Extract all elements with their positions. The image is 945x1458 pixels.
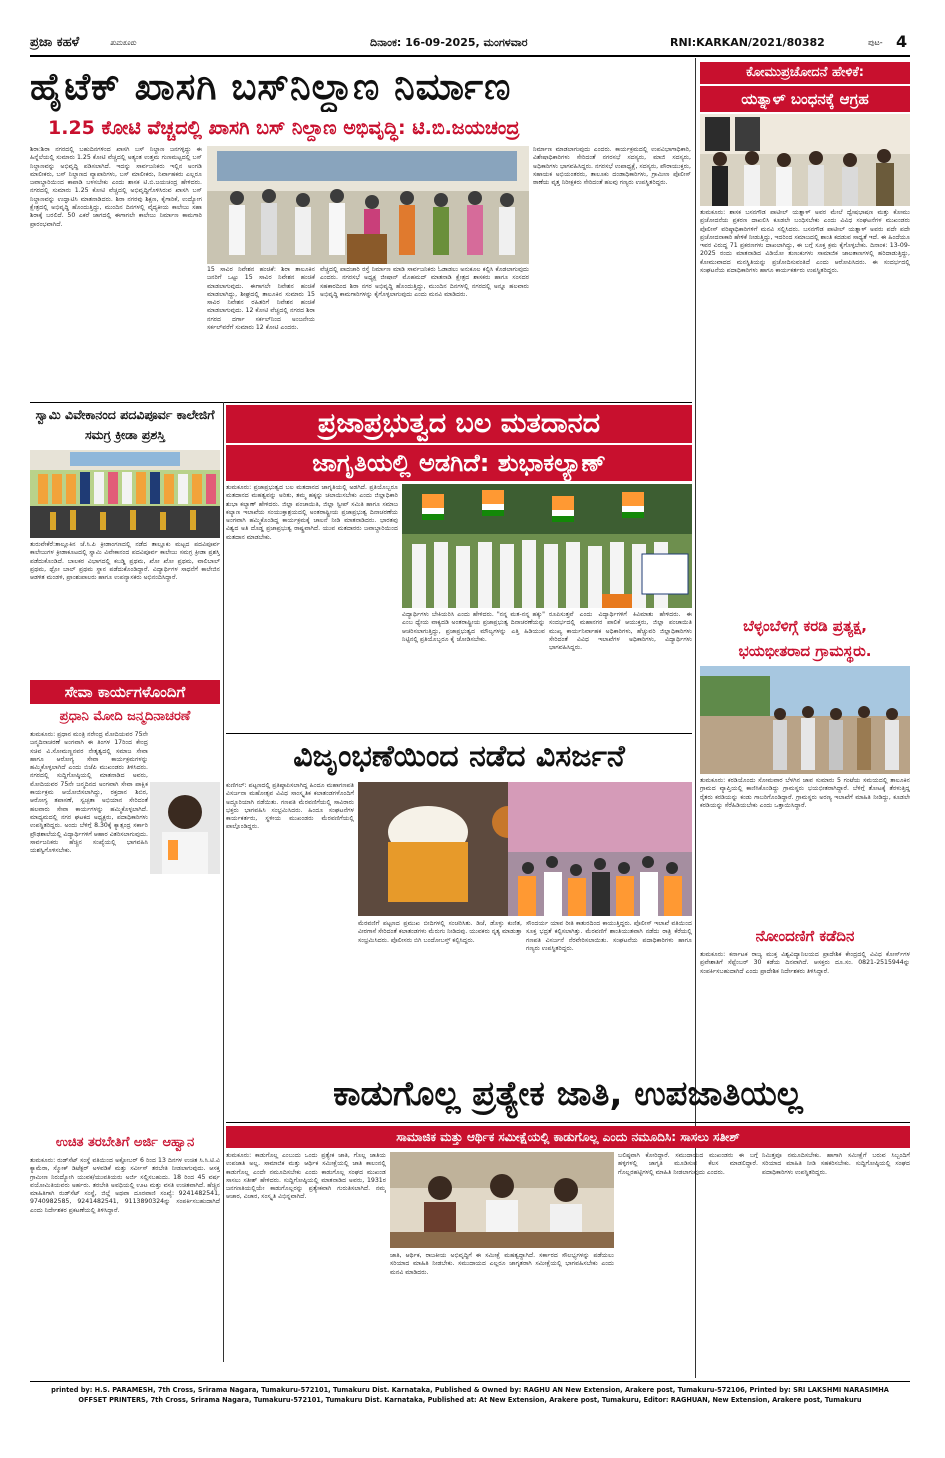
- story4-headline-line2: ಜಾಗೃತಿಯಲ್ಲಿ ಅಡಗಿದೆ: ಶುಭಾಕಲ್ಯಾಣ್: [226, 445, 692, 481]
- paper-city: ತುಮಕೂರು: [110, 39, 137, 47]
- story8-headline-line2: ಭಯಭೀತರಾದ ಗ್ರಾಮಸ್ಥರು.: [738, 642, 872, 660]
- story10-subhead: ಸಾಮಾಜಿಕ ಮತ್ತು ಆರ್ಥಿಕ ಸಮೀಕ್ಷೆಯಲ್ಲಿ ಕಾಡುಗೊಲ್ಲ ಎಂದು ನಮೂದಿಸಿ: ಸಾಸಲು ಸತೀಶ್: [226, 1126, 910, 1148]
- rule-story1: [30, 402, 692, 403]
- story5-photo: [150, 782, 220, 874]
- story2-photo: [700, 114, 910, 206]
- story2-kicker: ಕೋಮುಪ್ರಚೋದನೆ ಹೇಳಿಕೆ:: [700, 62, 910, 84]
- story7-headline: ವಿಜೃಂಭಣೆಯಿಂದ ನಡೆದ ವಿಸರ್ಜನೆ: [293, 739, 625, 774]
- story4-photo: [402, 484, 692, 608]
- masthead: [30, 34, 910, 52]
- story10-col1: ತುಮಕೂರು: ಕಾಡುಗೊಲ್ಲ ಎಂಬುದು ಒಂದು ಪ್ರತ್ಯೇಕ ಜಾತಿ, ಗೊಲ್ಲ ಜಾತಿಯ ಉಪಜಾತಿ ಅಲ್ಲ. ಸಾಮಾಜಿಕ ಮತ್ತು ಆರ್ಥಿಕ ಸಮೀಕ್ಷೆಯಲ್ಲಿ ಜಾತಿ ಕಾಲಂನಲ್ಲಿ ಕಾಡುಗೊಲ್ಲ ಎಂದೇ ನಮೂದಿಸಬೇಕು ಎಂದು ಕಾಡುಗೊಲ್ಲ ಸಂಘದ ಮುಖಂಡ ಸಾಸಲು ಸತೀಶ್ ಹೇಳಿದರು. ಸುದ್ದಿಗೋಷ್ಠಿಯಲ್ಲಿ ಮಾತನಾಡಿದ ಅವರು, 1931ರ ಜನಗಣತಿಯಲ್ಲಿಯೇ ಕಾಡುಗೊಲ್ಲರನ್ನು ಪ್ರತ್ಯೇಕವಾಗಿ ಗುರುತಿಸಲಾಗಿದೆ. ನಮ್ಮ ಆಚಾರ, ವಿಚಾರ, ಸಂಸ್ಕೃತಿ ವಿಭಿನ್ನವಾಗಿದೆ.: [226, 1152, 386, 1201]
- story6-body: ತುಮಕೂರು: ರುಡ್‌ಸೆಟ್ ಸಂಸ್ಥೆ ವತಿಯಿಂದ ಅಕ್ಟೋಬರ್ 6 ರಿಂದ 13 ದಿನಗಳ ಉಚಿತ ಸಿ.ಸಿ.ಟಿ.ವಿ ಕ್ಯಾಮೆರಾ, ಸ್ಮೋಕ್ ಡಿಟೆಕ್ಟರ್ ಅಳವಡಿಕೆ ಮತ್ತು ಸರ್ವೀಸ್ ತರಬೇತಿ ನೀಡಲಾಗುವುದು. ಆಸಕ್ತ ಗ್ರಾಮೀಣ ನಿರುದ್ಯೋಗಿ ಯುವಕ/ಯುವತಿಯರು ಅರ್ಜಿ ಸಲ್ಲಿಸಬಹುದು. 18 ರಿಂದ 45 ವರ್ಷ ವಯೋಮಿತಿಯವರು ಅರ್ಹರು. ತರಬೇತಿ ಅವಧಿಯಲ್ಲಿ ಊಟ ಮತ್ತು ವಸತಿ ಉಚಿತವಾಗಿದೆ. ಹೆಚ್ಚಿನ ಮಾಹಿತಿಗಾಗಿ ರುಡ್‌ಸೆಟ್ ಸಂಸ್ಥೆ, ಜಿಲ್ಲೆ ಅಥವಾ ದೂರವಾಣಿ ಸಂಖ್ಯೆ: 9241482541, 9740982585, 9241482541, 9113890324ನ್ನು ಸಂಪರ್ಕಿಸಬಹುದಾಗಿದೆ ಎಂದು ನಿರ್ದೇಶಕರ ಪ್ರಕಟಣೆಯಲ್ಲಿ ತಿಳಿಸಿದ್ದಾರೆ.: [30, 1157, 220, 1214]
- story9-body: ತುಮಕೂರು: ಕರ್ನಾಟಕ ರಾಜ್ಯ ಮುಕ್ತ ವಿಶ್ವವಿದ್ಯಾನಿಲಯದ ಪ್ರಾದೇಶಿಕ ಕೇಂದ್ರದಲ್ಲಿ ವಿವಿಧ ಕೋರ್ಸ್‌ಗಳ ಪ್ರವೇಶಾತಿಗೆ ಸೆಪ್ಟೆಂಬರ್ 30 ಕಡೆಯ ದಿನವಾಗಿದೆ. ಆಸಕ್ತರು ದೂ.ಸಂ. 0821-2515944ನ್ನು ಸಂಪರ್ಕಿಸಬಹುದಾಗಿದೆ ಎಂದು ಪ್ರಾದೇಶಿಕ ನಿರ್ದೇಶಕರು ತಿಳಿಸಿದ್ದಾರೆ.: [700, 951, 910, 975]
- story1-col4: ನಿರ್ಮಾಣ ಮಾಡಲಾಗುವುದು ಎಂದರು. ಕಾರ್ಯಕ್ರಮದಲ್ಲಿ ಉಪವಿಭಾಗಾಧಿಕಾರಿ, ವಿಶೇಷಾಧಿಕಾರಿಗಳು ಸೇರಿದಂತೆ ನಗರಸಭೆ ಸದಸ್ಯರು, ಮಾಜಿ ಸದಸ್ಯರು, ಅಧಿಕಾರಿಗಳು ಭಾಗವಹಿಸಿದ್ದರು. ನಗರಸಭೆ ಉಪಾಧ್ಯಕ್ಷೆ, ಸದಸ್ಯರು, ಪೌರಾಯುಕ್ತರು, ಸಹಾಯಕ ಅಭಿಯಂತರರು, ತಾಲೂಕು ದಂಡಾಧಿಕಾರಿಗಳು, ಗ್ರಾಮೀಣ ಪೊಲೀಸ್ ಠಾಣೆಯ ವೃತ್ತ ನಿರೀಕ್ಷಕರು ಸೇರಿದಂತೆ ಹಲವು ಗಣ್ಯರು ಉಪಸ್ಥಿತರಿದ್ದರು.: [533, 146, 691, 187]
- story4-headline-line1: ಪ್ರಜಾಪ್ರಭುತ್ವದ ಬಲ ಮತದಾನದ: [226, 405, 692, 443]
- story10-col4: ನಿಮಿತ್ತವೂ ನಮೂದಿಸಬೇಕು. ಹಾಗಾಗಿ ಸಮೀಕ್ಷೆಗೆ ಬರುವ ಸಿಬ್ಬಂದಿಗೆ ಸರಿಯಾದ ಮಾಹಿತಿ ನೀಡಿ ಸಹಕರಿಸಬೇಕು. ಸುದ್ದಿಗೋಷ್ಠಿಯಲ್ಲಿ ಸಂಘದ ಪದಾಧಿಕಾರಿಗಳು ಉಪಸ್ಥಿತರಿದ್ದರು.: [762, 1152, 910, 1176]
- story1-headline: ಹೈಟೆಕ್ ಖಾಸಗಿ ಬಸ್‌ನಿಲ್ದಾಣ ನಿರ್ಮಾಣ: [30, 65, 512, 108]
- rule-story4: [226, 733, 692, 734]
- story10-col3: ಬಲಿಷ್ಠವಾಗಿ ಕೋರಿದ್ದಾರೆ. ಸಮುದಾಯದ ಮುಖಂಡರು ಈ ಬಗ್ಗೆ ಹಳ್ಳಿಗಳಲ್ಲಿ ಜಾಗೃತಿ ಮೂಡಿಸುವ ಕೆಲಸ ಮಾಡಲಿದ್ದಾರೆ. ಗೊಲ್ಲರಹಟ್ಟಿಗಳಲ್ಲಿ ಮಾಹಿತಿ ನೀಡಲಾಗುವುದು ಎಂದರು.: [618, 1152, 758, 1176]
- story10-col2: ಜಾತಿ, ಆರ್ಥಿಕ, ರಾಜಕೀಯ ಅಭಿವೃದ್ಧಿಗೆ ಈ ಸಮೀಕ್ಷೆ ಮಹತ್ವದ್ದಾಗಿದೆ. ಸರ್ಕಾರದ ಸೌಲಭ್ಯಗಳನ್ನು ಪಡೆಯಲು ಸರಿಯಾದ ಮಾಹಿತಿ ನೀಡಬೇಕು. ಸಮುದಾಯದ ಎಲ್ಲರೂ ಜಾಗೃತರಾಗಿ ಸಮೀಕ್ಷೆಯಲ್ಲಿ ಭಾಗವಹಿಸಬೇಕು ಎಂದು ಮನವಿ ಮಾಡಿದರು.: [390, 1252, 614, 1276]
- story3-headline: ಸ್ವಾಮಿ ವಿವೇಕಾನಂದ ಪದವಿಪೂರ್ವ ಕಾಲೇಜಿಗೆ ಸಮಗ್ರ ಕ್ರೀಡಾ ಪ್ರಶಸ್ತಿ: [35, 407, 215, 442]
- left-column-rule: [223, 402, 224, 1362]
- story5-headline-line1: ಸೇವಾ ಕಾರ್ಯಗಳೊಂದಿಗೆ: [30, 680, 220, 704]
- story4-col3: ರೂಪಿಸುತ್ತವೆ ಎಂದು ವಿದ್ಯಾರ್ಥಿಗಳಿಗೆ ಕಿವಿಮಾತು ಹೇಳಿದರು. ಈ ಸಂದರ್ಭದಲ್ಲಿ ಮಹಾನಗರ ಪಾಲಿಕೆ ಆಯುಕ್ತರು, ಜಿಲ್ಲಾ ಪಂಚಾಯಿತಿ ಮುಖ್ಯ ಕಾರ್ಯನಿರ್ವಾಹಕ ಅಧಿಕಾರಿಗಳು, ಹೆಚ್ಚುವರಿ ಜಿಲ್ಲಾಧಿಕಾರಿಗಳು ಸೇರಿದಂತೆ ವಿವಿಧ ಇಲಾಖೆಗಳ ಅಧಿಕಾರಿಗಳು, ವಿದ್ಯಾರ್ಥಿಗಳು ಭಾಗವಹಿಸಿದ್ದರು.: [549, 611, 692, 652]
- story7-col2: ಮೆರವಣಿಗೆ ಪಟ್ಟಣದ ಪ್ರಮುಖ ಬೀದಿಗಳಲ್ಲಿ ಸಂಚರಿಸಿತು. ಡಿಜೆ, ಡೊಳ್ಳು ಕುಣಿತ, ವೀರಗಾಸೆ ಸೇರಿದಂತೆ ಕಲಾತಂಡಗಳು ಮೆರುಗು ನೀಡಿದವು. ಯುವಕರು ನೃತ್ಯ ಮಾಡುತ್ತಾ ಸಂಭ್ರಮಿಸಿದರು. ಪೊಲೀಸರು ಬಿಗಿ ಬಂದೋಬಸ್ತ್ ಕಲ್ಪಿಸಿದ್ದರು.: [358, 920, 522, 944]
- paper-name: ಪ್ರಜಾ ಕಹಳೆ: [30, 35, 80, 50]
- story2-headline: ಯತ್ನಾಳ್ ಬಂಧನಕ್ಕೆ ಆಗ್ರಹ: [700, 86, 910, 112]
- story1-col3: ವೆಚ್ಚದಲ್ಲಿ ಪಾದಚಾರಿ ರಸ್ತೆ ನಿರ್ಮಾಣ ಮಾಡಿ ಸಾರ್ವಜನಿಕರು ಓಡಾಡಲು ಅನುಕೂಲ ಕಲ್ಪಿಸಿ ಕೊಡಲಾಗುವುದು ಎಂದರು. ನಗರಸಭೆ ಅಧ್ಯಕ್ಷ ಜೀಷಾನ್ ಮೊಹಮದ್ ಮಾತನಾಡಿ ಕ್ಷೇತ್ರದ ಶಾಸಕರು ಹಾಗೂ ಸಂಸದರ ಸಹಕಾರದಿಂದ ಶಿರಾ ನಗರ ಅಭಿವೃದ್ಧಿ ಹೊಂದುತ್ತಿದ್ದು, ಮುಂದಿನ ದಿನಗಳಲ್ಲಿ ನಗರದಲ್ಲಿ ಅನ್ನೂ ಹಲವಾರು ಅಭಿವೃದ್ಧಿ ಕಾಮಗಾರಿಗಳನ್ನು ಕೈಗೊಳ್ಳಲಾಗುವುದು ಎಂದು ಮನವಿ ಮಾಡಿದರು.: [320, 266, 529, 298]
- page-label: ಪುಟ-: [868, 38, 883, 47]
- story1-col2: 15 ಸಾವಿರ ನಿವೇಶನ ಹಂಚಿಕೆ: ಶಿರಾ ತಾಲೂಕಿನ ಜನರಿಗೆ ಒಟ್ಟು 15 ಸಾವಿರ ನಿವೇಶನ ಹಂಚಿಕೆ ಮಾಡಲಾಗುವುದು. ಈಗಾಗಲೇ ನಿವೇಶನ ಹಂಚಿಕೆ ಮಾಡಲಾಗಿದ್ದು, ಶೀಘ್ರದಲ್ಲಿ ತಾಲೂಕಿನ ಸುಮಾರು 15 ಸಾವಿರ ನಿವೇಶನ ರಹಿತರಿಗೆ ನಿವೇಶನ ಹಂಚಿಕೆ ಮಾಡಲಾಗುವುದು. 12 ಕೋಟಿ ವೆಚ್ಚದಲ್ಲಿ ನಗರದ ಶಿರಾ ನಗರದ ದರ್ಗಾ ಸರ್ಕಲ್‌ನಿಂದ ಅಂಜನೇಯ ಸರ್ಕಲ್‌ವರೆಗೆ ಸುಮಾರು 12 ಕೋಟಿ ಎಂದರು.: [207, 266, 315, 332]
- footer-imprint-line2: OFFSET PRINTERS, 7th Cross, Srirama Nagara, Tumakuru-572101, Tumakuru Dist. Karnataka, Published at: At New Extension, Arakere post, Tumakuru, Editor: RAGHUAN, New Extension, Arakere post, Tumakuru: [78, 1396, 862, 1404]
- story8-headline-line1: ಬೆಳ್ಳಂಬೆಳಿಗ್ಗೆ ಕರಡಿ ಪ್ರತ್ಯಕ್ಷ,: [743, 617, 867, 635]
- story5-body: ತುಮಕೂರು: ಪ್ರಧಾನ ಮಂತ್ರಿ ನರೇಂದ್ರ ಮೋದಿಯವರ 75ನೇ ಜನ್ಮದಿನಾಚರಣೆ ಅಂಗವಾಗಿ ಈ ತಿಂಗಳ 17ರಿಂದ ಕೇಂದ್ರ ಸಚಿವ ವಿ.ಸೋಮಣ್ಣನವರ ನೇತೃತ್ವದಲ್ಲಿ ಸಮಾಜ ಸೇವಾ ಹಾಗೂ ಆರೋಗ್ಯ ಸೇವಾ ಕಾರ್ಯಕ್ರಮಗಳನ್ನು ಹಮ್ಮಿಕೊಳ್ಳಲಾಗಿದೆ ಎಂದು ಬಿಜೆಪಿ ಮುಖಂಡರು ತಿಳಿಸಿದರು. ನಗರದಲ್ಲಿ ಸುದ್ದಿಗೋಷ್ಠಿಯಲ್ಲಿ ಮಾತನಾಡಿದ ಅವರು, ಮೋದಿಯವರ 75ನೇ ಜನ್ಮದಿನದ ಅಂಗವಾಗಿ ಸೇವಾ ಪಾಕ್ಷಿಕ ಕಾರ್ಯಕ್ರಮ ಆಯೋಜಿಸಲಾಗಿದ್ದು, ರಕ್ತದಾನ ಶಿಬಿರ, ಆರೋಗ್ಯ ತಪಾಸಣೆ, ಸ್ವಚ್ಛತಾ ಅಭಿಯಾನ ಸೇರಿದಂತೆ ಹಲವಾರು ಸೇವಾ ಕಾರ್ಯಗಳನ್ನು ಹಮ್ಮಿಕೊಳ್ಳಲಾಗಿದೆ. ಮಾಧ್ಯಮದಲ್ಲಿ ನಗರ ಘಟಕದ ಅಧ್ಯಕ್ಷರು, ಪದಾಧಿಕಾರಿಗಳು ಉಪಸ್ಥಿತರಿದ್ದರು. ಅಂದು ಬೆಳಿಗ್ಗೆ 8.30ಕ್ಕೆ ಕ್ಯಾತ್ಸಂದ್ರ ಸರ್ಕಾರಿ ಪ್ರೌಢಶಾಲೆಯಲ್ಲಿ ವಿದ್ಯಾರ್ಥಿಗಳಿಗೆ ಆಹಾರ ವಿತರಿಸಲಾಗುವುದು. ಸಾರ್ವಜನಿಕರು ಹೆಚ್ಚಿನ ಸಂಖ್ಯೆಯಲ್ಲಿ ಭಾಗವಹಿಸಿ ಯಶಸ್ವಿಗೊಳಿಸಬೇಕು.: [30, 731, 148, 855]
- rule-story7: [226, 1122, 910, 1123]
- issue-date: ದಿನಾಂಕ: 16-09-2025, ಮಂಗಳವಾರ: [370, 36, 528, 49]
- story1-subhead: 1.25 ಕೋಟಿ ವೆಚ್ಚದಲ್ಲಿ ಖಾಸಗಿ ಬಸ್ ನಿಲ್ದಾಣ ಅಭಿವೃದ್ಧಿ: ಟಿ.ಬಿ.ಜಯಚಂದ್ರ: [48, 117, 520, 139]
- story7-col1: ಕುಣಿಗಲ್: ಪಟ್ಟಣದಲ್ಲಿ ಪ್ರತಿಷ್ಠಾಪಿಸಲಾಗಿದ್ದ ಹಿಂದೂ ಮಹಾಗಣಪತಿ ವಿಸರ್ಜನಾ ಮಹೋತ್ಸವ ವಿವಿಧ ಸಾಂಸ್ಕೃತಿಕ ಕಲಾತಂಡಗಳೊಂದಿಗೆ ಅದ್ದೂರಿಯಾಗಿ ನಡೆಯಿತು. ಗಣಪತಿ ಮೆರವಣಿಗೆಯಲ್ಲಿ ಸಾವಿರಾರು ಭಕ್ತರು ಭಾಗವಹಿಸಿ ಸಂಭ್ರಮಿಸಿದರು. ಹಿಂದೂ ಸಂಘಟನೆಗಳ ಕಾರ್ಯಕರ್ತರು, ಸ್ಥಳೀಯ ಮುಖಂಡರು ಮೆರವಣಿಗೆಯಲ್ಲಿ ಪಾಲ್ಗೊಂಡಿದ್ದರು.: [226, 782, 354, 831]
- story2-body: ತುಮಕೂರು: ಶಾಸಕ ಬಸನಗೌಡ ಪಾಟೀಲ್ ಯತ್ನಾಳ್ ಅವರ ಮೇಲೆ ದ್ವೇಷಭಾಷಣ ಮತ್ತು ಕೋಮು ಪ್ರಚೋದನೆಯ ಪ್ರಕರಣ ದಾಖಲಿಸಿ ಕೂಡಲೇ ಬಂಧಿಸಬೇಕು ಎಂದು ವಿವಿಧ ಸಂಘಟನೆಗಳ ಮುಖಂಡರು ಪೊಲೀಸ್ ವರಿಷ್ಠಾಧಿಕಾರಿಗಳಿಗೆ ಮನವಿ ಸಲ್ಲಿಸಿದರು. ಬಸನಗೌಡ ಪಾಟೀಲ್ ಯತ್ನಾಳ್ ಅವರು ಪದೇ ಪದೇ ಪ್ರಚೋದನಾಕಾರಿ ಹೇಳಿಕೆ ನೀಡುತ್ತಿದ್ದು, ಇದರಿಂದ ಸಮಾಜದಲ್ಲಿ ಶಾಂತಿ ಕದಡುವ ಸಾಧ್ಯತೆ ಇದೆ. ಈ ಹಿಂದೆಯೂ ಇವರ ವಿರುದ್ಧ 71 ಪ್ರಕರಣಗಳು ದಾಖಲಾಗಿದ್ದು, ಈ ಬಗ್ಗೆ ಸೂಕ್ತ ಕ್ರಮ ಕೈಗೊಳ್ಳಬೇಕು. ದಿನಾಂಕ: 13-09-2025 ರಂದು ಮಾತನಾಡಿದ ವಿಡಿಯೋ ತುಣುಕುಗಳು ಸಾಮಾಜಿಕ ಜಾಲತಾಣಗಳಲ್ಲಿ ಹರಿದಾಡುತ್ತಿದ್ದು, ಕೋಮುವಾದದ ಮನಸ್ಥಿತಿಯನ್ನು ಪ್ರಚೋದಿಸುವಂತಿದೆ ಎಂದು ಆರೋಪಿಸಿದರು. ಈ ಸಂದರ್ಭದಲ್ಲಿ ಸಂಘಟನೆಯ ಪದಾಧಿಕಾರಿಗಳು ಹಾಗೂ ಕಾರ್ಯಕರ್ತರು ಉಪಸ್ಥಿತರಿದ್ದರು.: [700, 209, 910, 275]
- masthead-rule: [30, 55, 910, 57]
- story1-photo: [207, 146, 529, 264]
- story4-col1: ತುಮಕೂರು: ಪ್ರಜಾಪ್ರಭುತ್ವದ ಬಲ ಮತದಾನದ ಜಾಗೃತಿಯಲ್ಲಿ ಅಡಗಿದೆ. ಪ್ರತಿಯೊಬ್ಬರೂ ಮತದಾನದ ಮಹತ್ವವನ್ನು ಅರಿತು, ತಮ್ಮ ಹಕ್ಕನ್ನು ಚಲಾಯಿಸಬೇಕು ಎಂದು ಜಿಲ್ಲಾಧಿಕಾರಿ ಶುಭಾ ಕಲ್ಯಾಣ್ ಹೇಳಿದರು. ಜಿಲ್ಲಾ ಪಂಚಾಯಿತಿ, ಜಿಲ್ಲಾ ಸ್ವೀಪ್ ಸಮಿತಿ ಹಾಗೂ ಸಮಾಜ ಕಲ್ಯಾಣ ಇಲಾಖೆಯ ಸಂಯುಕ್ತಾಶ್ರಯದಲ್ಲಿ ಅಂತರಾಷ್ಟ್ರೀಯ ಪ್ರಜಾಪ್ರಭುತ್ವ ದಿನಾಚರಣೆಯ ಅಂಗವಾಗಿ ಹಮ್ಮಿಕೊಂಡಿದ್ದ ಕಾರ್ಯಕ್ರಮಕ್ಕೆ ಚಾಲನೆ ನೀಡಿ ಮಾತನಾಡಿದರು. ಭಾರತವು ವಿಶ್ವದ ಅತಿ ದೊಡ್ಡ ಪ್ರಜಾಪ್ರಭುತ್ವ ರಾಷ್ಟ್ರವಾಗಿದೆ. ಯುವ ಮತದಾರರು ಜವಾಬ್ದಾರಿಯಿಂದ ಮತದಾನ ಮಾಡಬೇಕು.: [226, 484, 398, 541]
- footer-rule: [30, 1381, 910, 1382]
- story6-headline: ಉಚಿತ ತರಬೇತಿಗೆ ಅರ್ಜಿ ಆಹ್ವಾನ: [55, 1135, 195, 1150]
- page-number: 4: [896, 32, 908, 51]
- story8-photo: [700, 666, 910, 774]
- footer-imprint-line1: printed by: H.S. PARAMESH, 7th Cross, Srirama Nagara, Tumakuru-572101, Tumakuru Dist. Karnataka, Published & Owned by: RAGHU AN New Extension, Arakere post, Tumakuru-572106, Printed by: SRI LAKSHMI NARASIMHA: [51, 1386, 889, 1394]
- story7-col3: ಸೌಂದರ್ಯ ಯಾವ ರೀತಿ ಕಾತುರದಿಂದ ಕಾಯುತ್ತಿದ್ದರು. ಪೊಲೀಸ್ ಇಲಾಖೆ ವತಿಯಿಂದ ಸೂಕ್ತ ಭದ್ರತೆ ಕಲ್ಪಿಸಲಾಗಿತ್ತು. ಮೆರವಣಿಗೆ ಶಾಂತಿಯುತವಾಗಿ ನಡೆದು ರಾತ್ರಿ ಕೆರೆಯಲ್ಲಿ ಗಣಪತಿ ವಿಸರ್ಜನೆ ನೆರವೇರಿಸಲಾಯಿತು. ಸಂಘಟನೆಯ ಪದಾಧಿಕಾರಿಗಳು ಹಾಗೂ ಗಣ್ಯರು ಉಪಸ್ಥಿತರಿದ್ದರು.: [526, 920, 692, 952]
- story8-body: ತುಮಕೂರು: ಕರಡಿಯೊಂದು ಸೋಮವಾರ ಬೆಳಗಿನ ಜಾವ ಸುಮಾರು 5 ಗಂಟೆಯ ಸಮಯದಲ್ಲಿ ತಾಲೂಕಿನ ಗ್ರಾಮದ ವ್ಯಾಪ್ತಿಯಲ್ಲಿ ಕಾಣಿಸಿಕೊಂಡಿದ್ದು ಗ್ರಾಮಸ್ಥರು ಭಯಭೀತರಾಗಿದ್ದಾರೆ. ಬೆಳಿಗ್ಗೆ ತೋಟಕ್ಕೆ ತೆರಳುತ್ತಿದ್ದ ರೈತರು ಕರಡಿಯನ್ನು ಕಂಡು ಗಾಬರಿಗೊಂಡಿದ್ದಾರೆ. ಗ್ರಾಮಸ್ಥರು ಅರಣ್ಯ ಇಲಾಖೆಗೆ ಮಾಹಿತಿ ನೀಡಿದ್ದು, ಕೂಡಲೇ ಕರಡಿಯನ್ನು ಸೆರೆಹಿಡಿಯಬೇಕು ಎಂದು ಒತ್ತಾಯಿಸಿದ್ದಾರೆ.: [700, 777, 910, 809]
- story10-photo: [390, 1152, 614, 1248]
- story1-col1: ಶಿರಾ:ಶಿರಾ ನಗರದಲ್ಲಿ ಬಹುದಿನಗಳಿಂದ ಖಾಸಗಿ ಬಸ್ ನಿಲ್ದಾಣ ಜನಗಳ್ಳಿದ್ದು ಈ ಹಿನ್ನೆಲೆಯಲ್ಲಿ ಸುಮಾರು 1.25 ಕೋಟಿ ವೆಚ್ಚದಲ್ಲಿ ಅತ್ಯಂತ ಉತ್ತಮ ಗುಣಮಟ್ಟದಲ್ಲಿ ಬಸ್ ನಿಲ್ದಾಣವನ್ನು ಅಭಿವೃದ್ಧಿ ಪಡಿಸಲಾಗಿದೆ. ಇದನ್ನು ಸಾರ್ವಜನಿಕರು ಇಲ್ಲಿನ ಅಂಗಡಿ ಮಾಲೀಕರು, ಬಸ್ ನಿಲ್ದಾಣದ ವ್ಯಾಪಾರಿಗಳು, ಬಸ್ ಮಾಲೀಕರು, ನಿರ್ವಾಹಕರು ಎಲ್ಲರೂ ಜವಾಬ್ದಾರಿಯಿಂದ ಕಾಪಾಡಿ ಬಳಸಬೇಕು ಎಂದು ಶಾಸಕ ಟಿ.ಬಿ.ಜಯಚಂದ್ರ ಹೇಳಿದರು. ನಗರದಲ್ಲಿ ಸುಮಾರು 1.25 ಕೋಟಿ ವೆಚ್ಚದಲ್ಲಿ ಅಭಿವೃದ್ಧಿಗೊಳಿಸಿರುವ ಖಾಸಗಿ ಬಸ್ ನಿಲ್ದಾಣವನ್ನು ಉದ್ಘಾಟಿಸಿ ಮಾತನಾಡಿದರು. ಶಿರಾ ನಗರವು ಶಿಕ್ಷಣ, ಕೈಗಾರಿಕೆ, ಉದ್ಯೋಗ ಕ್ಷೇತ್ರದಲ್ಲಿ ಅಭಿವೃದ್ಧಿ ಹೊಂದುತ್ತಿದ್ದು, ಮುಂದಿನ ದಿನಗಳಲ್ಲಿ ವೈದ್ಯಕೀಯ ಕಾಲೇಜು ಸಹಾ ಶಿರಾಕ್ಕೆ ಬರಲಿದೆ. 50 ಎಕರೆ ಜಾಗದಲ್ಲಿ ಈಗಾಗಲೇ ಕಾಲೇಜು ನಿರ್ಮಾಣ ಕಾಮಗಾರಿ ಪ್ರಾರಂಭವಾಗಿದೆ.: [30, 146, 202, 228]
- story9-headline: ನೋಂದಣಿಗೆ ಕಡೆದಿನ: [755, 927, 855, 945]
- story3-photo: [30, 450, 220, 538]
- story5-headline-line2: ಪ್ರಧಾನಿ ಮೋದಿ ಜನ್ಮದಿನಾಚರಣೆ: [59, 709, 191, 724]
- story7-photo: [358, 782, 692, 916]
- rni-number: RNI:KARKAN/2021/80382: [670, 36, 825, 49]
- story4-col2: ವಿದ್ಯಾರ್ಥಿಗಳು ಬೇಕಿಯರಿಸಿ ಎಂದು ಹೇಳಿದರು. "ನನ್ನ ಮತ-ನನ್ನ ಹಕ್ಕು" ಎಂಬ ಧ್ಯೇಯ ವಾಕ್ಯದಡಿ ಅಂತರಾಷ್ಟ್ರೀಯ ಪ್ರಜಾಪ್ರಭುತ್ವ ದಿನಾಚರಣೆಯನ್ನು ಆಚರಿಸಲಾಗುತ್ತಿದ್ದು, ಪ್ರಜಾಪ್ರಭುತ್ವದ ಮೌಲ್ಯಗಳನ್ನು ಎತ್ತಿ ಹಿಡಿಯುವ ನಿಟ್ಟಿನಲ್ಲಿ ಪ್ರತಿಯೊಬ್ಬರೂ ಕೈ ಜೋಡಿಸಬೇಕು.: [402, 611, 545, 643]
- story10-headline: ಕಾಡುಗೊಲ್ಲ ಪ್ರತ್ಯೇಕ ಜಾತಿ, ಉಪಜಾತಿಯಲ್ಲ: [333, 1074, 803, 1114]
- story3-body: ತುರುವೇಕೆರೆ:ತಾಲ್ಲೂಕಿನ ಜೆ.ಸಿ.ಪಿ ಕ್ರೀಡಾಂಗಣದಲ್ಲಿ ನಡೆದ ತಾಲ್ಲೂಕು ಮಟ್ಟದ ಪದವಿಪೂರ್ವ ಕಾಲೇಜುಗಳ ಕ್ರೀಡಾಕೂಟದಲ್ಲಿ ಸ್ವಾಮಿ ವಿವೇಕಾನಂದ ಪದವಿಪೂರ್ವ ಕಾಲೇಜು ಸಮಗ್ರ ಕ್ರೀಡಾ ಪ್ರಶಸ್ತಿ ಪಡೆದುಕೊಂಡಿದೆ. ಬಾಲಕರ ವಿಭಾಗದಲ್ಲಿ ಕಬಡ್ಡಿ ಪ್ರಥಮ, ಖೋ ಖೋ ಪ್ರಥಮ, ವಾಲಿಬಾಲ್ ಪ್ರಥಮ, ಥ್ರೋ ಬಾಲ್ ಪ್ರಥಮ ಸ್ಥಾನ ಪಡೆದುಕೊಂಡಿದ್ದಾರೆ. ವಿದ್ಯಾರ್ಥಿಗಳ ಸಾಧನೆಗೆ ಕಾಲೇಜಿನ ಆಡಳಿತ ಮಂಡಳಿ, ಪ್ರಾಂಶುಪಾಲರು ಹಾಗೂ ಉಪನ್ಯಾಸಕರು ಅಭಿನಂದಿಸಿದ್ದಾರೆ.: [30, 541, 220, 582]
